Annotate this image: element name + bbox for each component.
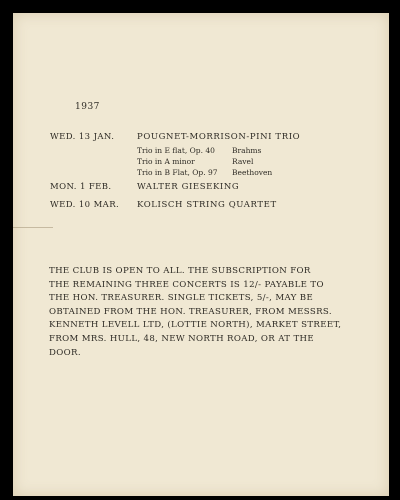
piece-composer-3: Beethoven	[232, 168, 273, 177]
notice-line: THE CLUB IS OPEN TO ALL. THE SUBSCRIPTION FOR	[49, 266, 311, 276]
notice-line: FROM MRS. HULL, 48, NEW NORTH ROAD, OR AT THE	[49, 333, 315, 344]
concert-performer-2: WALTER GIESEKING	[137, 182, 240, 192]
piece-composer-1: Brahms	[232, 146, 262, 155]
piece-composer-2: Ravel	[232, 157, 254, 166]
subscription-notice	[49, 265, 342, 360]
piece-title-2: Trio in A minor	[137, 157, 195, 166]
concert-performer-1: POUGNET-MORRISON-PINI TRIO	[137, 132, 301, 142]
season-year: 1937	[75, 102, 100, 112]
concert-performer-3: KOLISCH STRING QUARTET	[137, 200, 277, 210]
notice-line: OBTAINED FROM THE HON. TREASURER, FROM MESSRS.	[49, 306, 332, 317]
concert-date-3: WED. 10 MAR.	[50, 200, 120, 210]
programme-sheet	[13, 13, 389, 496]
notice-line: THE REMAINING THREE CONCERTS IS 12/- PAYABLE TO	[49, 279, 324, 290]
concert-date-1: WED. 13 JAN.	[50, 132, 115, 142]
concert-date-2: MON. 1 FEB.	[50, 182, 112, 192]
piece-title-1: Trio in E flat, Op. 40	[137, 146, 215, 155]
notice-line: KENNETH LEVELL LTD, (LOTTIE NORTH), MARKET STREET,	[49, 320, 342, 331]
paper-crease	[13, 227, 53, 228]
piece-title-3: Trio in B Flat, Op. 97	[137, 168, 218, 177]
notice-line: DOOR.	[49, 347, 81, 358]
notice-line: THE HON. TREASURER. SINGLE TICKETS, 5/-, MAY BE	[49, 293, 314, 304]
